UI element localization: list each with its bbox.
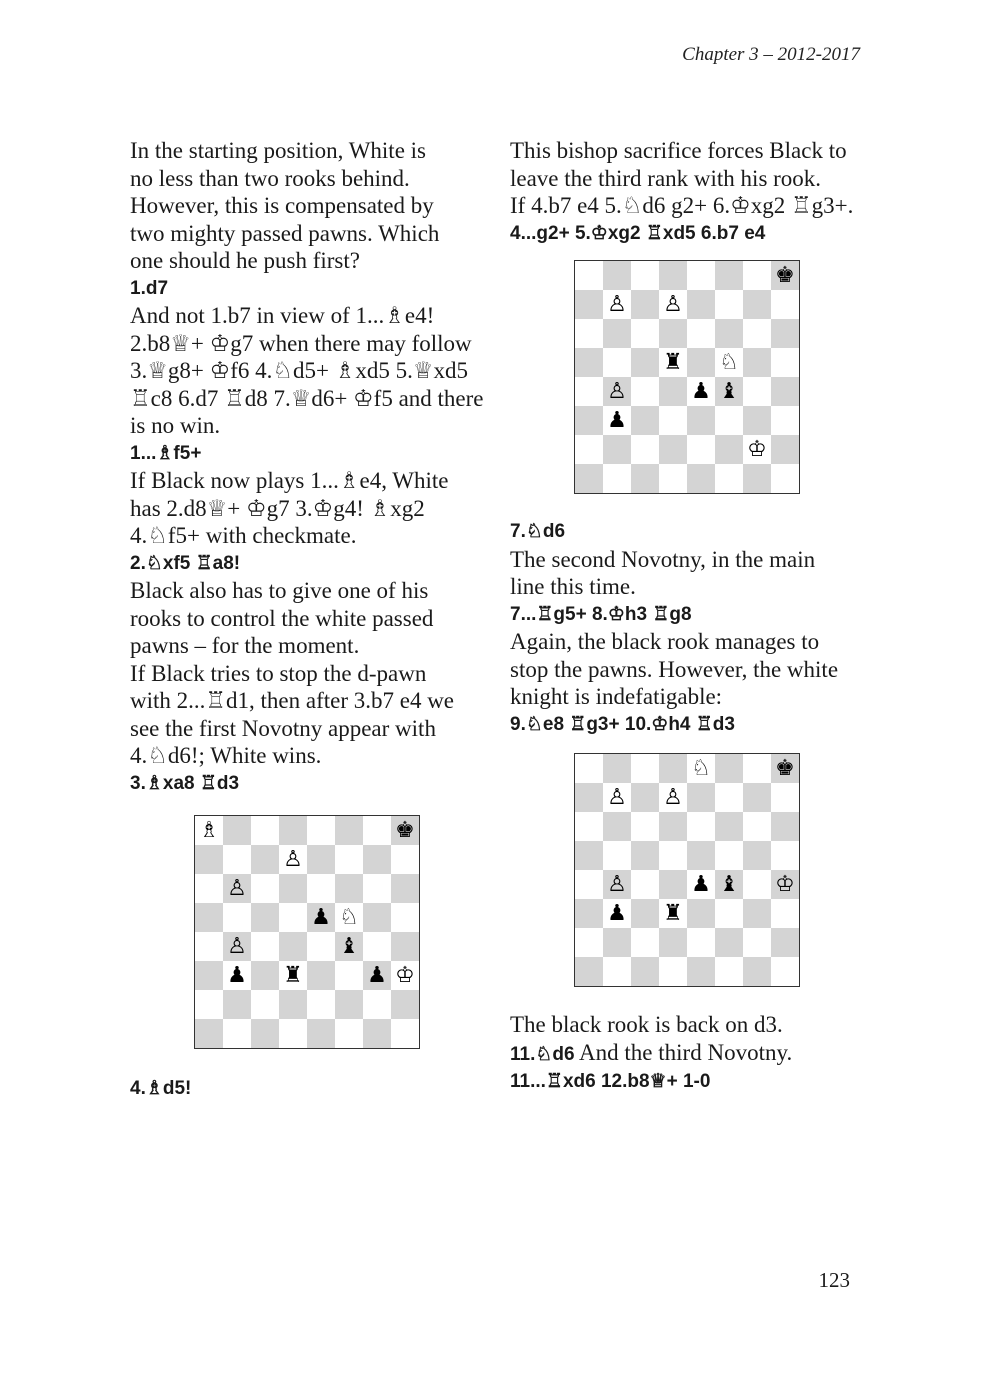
board-square (279, 961, 307, 990)
black-bishop-icon: ♝ (719, 378, 739, 404)
board-square (603, 261, 631, 290)
board-square (223, 903, 251, 932)
board-square (575, 870, 603, 899)
text-line: The black rook is back on d3. (510, 1012, 783, 1037)
move-with-comment (510, 1039, 870, 1069)
board-square (687, 899, 715, 928)
board-square (659, 957, 687, 986)
board-square (715, 870, 743, 899)
white-pawn-icon: ♙ (227, 875, 247, 901)
board-square (771, 812, 799, 841)
board-square (631, 783, 659, 812)
paragraph (130, 577, 490, 770)
board-square (687, 435, 715, 464)
comment-text: And the third Novotny. (574, 1039, 793, 1065)
board-square (195, 845, 223, 874)
board-square (631, 812, 659, 841)
move-line: 11.♘d6 (510, 1043, 575, 1065)
board-square (195, 990, 223, 1019)
white-king-icon: ♔ (747, 436, 767, 462)
chess-diagram-2 (574, 260, 870, 494)
text-line: see the first Novotny appear with (130, 715, 436, 741)
board-square (771, 957, 799, 986)
board-square (631, 377, 659, 406)
paragraph (130, 467, 490, 550)
move-line: 11...♖xd6 12.b8♕+ 1-0 (510, 1071, 711, 1092)
board-square (363, 932, 391, 961)
board-square (687, 812, 715, 841)
text-line: Black also has to give one of his (130, 578, 429, 603)
text-line: 4.♘f5+ with checkmate. (130, 523, 357, 548)
board-square (631, 464, 659, 493)
text-line: one should he push first? (130, 248, 360, 273)
board-square (715, 899, 743, 928)
board-square (715, 812, 743, 841)
board-square (251, 816, 279, 845)
board-square (659, 406, 687, 435)
board-square (659, 899, 687, 928)
board-square (603, 870, 631, 899)
board-square (363, 816, 391, 845)
board-square (391, 903, 419, 932)
board-square (279, 845, 307, 874)
board-square (743, 957, 771, 986)
board-square (279, 1019, 307, 1048)
board-square (687, 319, 715, 348)
board-square (391, 932, 419, 961)
board-square (631, 435, 659, 464)
board-square (687, 928, 715, 957)
text-line: no less than two rooks behind. (130, 165, 410, 191)
board-square (687, 783, 715, 812)
board-square (335, 932, 363, 961)
board-square (743, 435, 771, 464)
board-square (771, 435, 799, 464)
board-square (575, 348, 603, 377)
board-square (575, 899, 603, 928)
board-square (575, 435, 603, 464)
black-bishop-icon: ♝ (719, 871, 739, 897)
board-square (743, 899, 771, 928)
board-square (631, 841, 659, 870)
board-square (307, 990, 335, 1019)
board-square (307, 1019, 335, 1048)
board-square (223, 845, 251, 874)
board-square (575, 406, 603, 435)
board-square (771, 319, 799, 348)
black-pawn-icon: ♟ (607, 407, 627, 433)
board-square (715, 783, 743, 812)
board-square (743, 928, 771, 957)
board-square (771, 406, 799, 435)
board-square (771, 261, 799, 290)
board-square (715, 261, 743, 290)
text-line: stop the pawns. However, the white (510, 656, 839, 682)
board-square (603, 377, 631, 406)
white-pawn-icon: ♙ (227, 933, 247, 959)
board-square (603, 957, 631, 986)
board-square (575, 957, 603, 986)
paragraph (510, 137, 870, 220)
text-line: If Black tries to stop the d-pawn (130, 660, 427, 686)
board-square (659, 464, 687, 493)
board-square (279, 816, 307, 845)
board-square (743, 754, 771, 783)
text-line: And not 1.b7 in view of 1...♗e4! (130, 303, 435, 328)
text-line: However, this is compensated by (130, 193, 434, 218)
board-square (279, 903, 307, 932)
board-square (195, 961, 223, 990)
text-line: has 2.d8♕+ ♔g7 3.♔g4! ♗xg2 (130, 495, 425, 521)
white-king-icon: ♔ (775, 871, 795, 897)
board-square (575, 290, 603, 319)
board-square (631, 319, 659, 348)
board-square (575, 319, 603, 348)
paragraph (510, 628, 870, 711)
right-column (510, 137, 870, 1096)
move-line: 7.♘d6 (510, 521, 566, 542)
text-line: is no win. (130, 413, 221, 438)
board-square (715, 290, 743, 319)
white-pawn-icon: ♙ (607, 291, 627, 317)
board-square (251, 874, 279, 903)
board-square (279, 990, 307, 1019)
board-square (659, 261, 687, 290)
board-square (279, 874, 307, 903)
paragraph (130, 137, 490, 275)
board-square (575, 261, 603, 290)
text-line: leave the third rank with his rook. (510, 165, 822, 191)
board-square (743, 464, 771, 493)
white-pawn-icon: ♙ (663, 784, 683, 810)
board-square (687, 957, 715, 986)
board-square (715, 754, 743, 783)
board-square (687, 870, 715, 899)
board-square (771, 290, 799, 319)
board-square (307, 816, 335, 845)
board-square (687, 754, 715, 783)
move-line: 3.♗xa8 ♖d3 (130, 772, 240, 794)
board-square (631, 928, 659, 957)
black-king-icon: ♚ (395, 817, 415, 843)
board-square (195, 1019, 223, 1048)
board-square (743, 870, 771, 899)
board-square (251, 961, 279, 990)
board-square (603, 754, 631, 783)
board-square (575, 464, 603, 493)
board-square (771, 377, 799, 406)
board-square (363, 874, 391, 903)
board-square (743, 319, 771, 348)
text-line: with 2...♖d1, then after 3.b7 e4 we (130, 688, 455, 713)
black-pawn-icon: ♟ (367, 962, 387, 988)
board-square (603, 841, 631, 870)
move-line: 7...♖g5+ 8.♔h3 ♖g8 (510, 603, 692, 625)
board-square (715, 348, 743, 377)
board-square (603, 783, 631, 812)
board-square (603, 435, 631, 464)
board-square (631, 899, 659, 928)
board-square (715, 406, 743, 435)
board-square (391, 874, 419, 903)
board-square (603, 899, 631, 928)
board-square (771, 754, 799, 783)
board-square (659, 870, 687, 899)
board-square (307, 845, 335, 874)
board-square (223, 1019, 251, 1048)
board-square (575, 841, 603, 870)
board-square (631, 957, 659, 986)
board-square (223, 816, 251, 845)
board-square (771, 899, 799, 928)
board-square (603, 290, 631, 319)
board-square (687, 261, 715, 290)
move-line: 2.♘xf5 ♖a8! (130, 552, 241, 574)
board-square (631, 348, 659, 377)
board-square (687, 406, 715, 435)
board-square (659, 928, 687, 957)
move-line: 1.d7 (130, 277, 169, 299)
running-header: Chapter 3 – 2012-2017 (682, 44, 860, 65)
white-bishop-icon: ♗ (199, 817, 219, 843)
board-square (335, 961, 363, 990)
paragraph (510, 546, 870, 601)
black-rook-icon: ♜ (663, 900, 683, 926)
board-square (195, 816, 223, 845)
board-square (251, 845, 279, 874)
board-square (223, 990, 251, 1019)
board-square (743, 348, 771, 377)
move-line: 4.♗d5! (130, 1078, 192, 1099)
board-square (195, 932, 223, 961)
board-square (715, 957, 743, 986)
white-pawn-icon: ♙ (663, 291, 683, 317)
text-line: The second Novotny, in the main (510, 546, 816, 572)
white-pawn-icon: ♙ (607, 378, 627, 404)
board-square (743, 377, 771, 406)
board-square (335, 816, 363, 845)
text-line: pawns – for the moment. (130, 633, 360, 658)
text-line: rooks to control the white passed (130, 605, 434, 631)
board-square (715, 464, 743, 493)
board-square (659, 812, 687, 841)
board-square (771, 928, 799, 957)
board-square (391, 990, 419, 1019)
text-line: two mighty passed pawns. Which (130, 220, 440, 246)
board-square (335, 903, 363, 932)
board-square (687, 290, 715, 319)
board-square (335, 874, 363, 903)
board-square (363, 903, 391, 932)
board-square (251, 1019, 279, 1048)
board-square (715, 319, 743, 348)
board-square (743, 783, 771, 812)
board-square (771, 348, 799, 377)
move-line: 4...g2+ 5.♔xg2 ♖xd5 6.b7 e4 (510, 222, 766, 244)
board-square (631, 754, 659, 783)
board-square (659, 435, 687, 464)
board-square (715, 928, 743, 957)
text-line: This bishop sacrifice forces Black to (510, 138, 847, 163)
white-knight-icon: ♘ (719, 349, 739, 375)
white-pawn-icon: ♙ (283, 846, 303, 872)
text-line: ♖c8 6.d7 ♖d8 7.♕d6+ ♔f5 and there (130, 385, 484, 411)
text-line: 3.♕g8+ ♔f6 4.♘d5+ ♗xd5 5.♕xd5 (130, 358, 468, 383)
board-square (279, 932, 307, 961)
board-square (715, 435, 743, 464)
black-pawn-icon: ♟ (691, 378, 711, 404)
black-pawn-icon: ♟ (227, 962, 247, 988)
board-square (687, 841, 715, 870)
board-square (195, 903, 223, 932)
black-pawn-icon: ♟ (607, 900, 627, 926)
board-square (223, 874, 251, 903)
page-number: 123 (818, 1268, 850, 1292)
board-square (743, 261, 771, 290)
text-line: knight is indefatigable: (510, 684, 723, 709)
text-line: line this time. (510, 574, 636, 599)
chess-diagram-3 (574, 753, 870, 987)
board-square (603, 812, 631, 841)
black-king-icon: ♚ (775, 755, 795, 781)
board-square (659, 783, 687, 812)
board-square (223, 961, 251, 990)
text-line: If Black now plays 1...♗e4, White (130, 468, 449, 493)
text-line: 4.♘d6!; White wins. (130, 743, 322, 768)
board-square (363, 961, 391, 990)
board-square (251, 990, 279, 1019)
board-square (575, 754, 603, 783)
board-square (575, 928, 603, 957)
board-square (743, 406, 771, 435)
board-square (603, 464, 631, 493)
white-pawn-icon: ♙ (607, 784, 627, 810)
black-bishop-icon: ♝ (339, 933, 359, 959)
board-square (307, 874, 335, 903)
board-square (363, 845, 391, 874)
board-square (223, 932, 251, 961)
chess-diagram-1 (194, 815, 490, 1049)
text-line: In the starting position, White is (130, 138, 426, 163)
board-square (307, 961, 335, 990)
board-square (771, 841, 799, 870)
black-pawn-icon: ♟ (691, 871, 711, 897)
board-square (603, 406, 631, 435)
board-square (335, 1019, 363, 1048)
white-king-icon: ♔ (395, 962, 415, 988)
black-pawn-icon: ♟ (311, 904, 331, 930)
board-square (251, 932, 279, 961)
board-square (335, 845, 363, 874)
board-square (363, 1019, 391, 1048)
board-square (659, 841, 687, 870)
text-line: Again, the black rook manages to (510, 629, 820, 654)
board-square (715, 841, 743, 870)
board-square (363, 990, 391, 1019)
text-line: If 4.b7 e4 5.♘d6 g2+ 6.♔xg2 ♖g3+. (510, 193, 854, 218)
board-square (631, 290, 659, 319)
text-line: 2.b8♕+ ♔g7 when there may follow (130, 330, 472, 356)
board-square (603, 928, 631, 957)
board-square (771, 870, 799, 899)
board-square (687, 464, 715, 493)
board-square (659, 754, 687, 783)
white-knight-icon: ♘ (339, 904, 359, 930)
board-square (743, 290, 771, 319)
white-knight-icon: ♘ (691, 755, 711, 781)
board-square (391, 816, 419, 845)
board-square (307, 932, 335, 961)
board-square (771, 464, 799, 493)
board-square (391, 845, 419, 874)
white-pawn-icon: ♙ (607, 871, 627, 897)
black-rook-icon: ♜ (283, 962, 303, 988)
board-square (659, 290, 687, 319)
board-square (195, 874, 223, 903)
board-square (659, 319, 687, 348)
board-square (603, 319, 631, 348)
board-square (575, 812, 603, 841)
board-square (631, 870, 659, 899)
move-line: 9.♘e8 ♖g3+ 10.♔h4 ♖d3 (510, 713, 735, 735)
board-square (687, 348, 715, 377)
board-square (659, 348, 687, 377)
board-square (743, 841, 771, 870)
board-square (603, 348, 631, 377)
board-square (391, 1019, 419, 1048)
board-square (307, 903, 335, 932)
board-square (335, 990, 363, 1019)
board-square (251, 903, 279, 932)
board-square (659, 377, 687, 406)
board-square (687, 377, 715, 406)
board-square (575, 377, 603, 406)
move-line: 1...♗f5+ (130, 442, 202, 464)
left-column (130, 137, 490, 1103)
board-square (743, 812, 771, 841)
board-square (771, 783, 799, 812)
board-square (631, 261, 659, 290)
black-king-icon: ♚ (775, 262, 795, 288)
board-square (631, 406, 659, 435)
board-square (391, 961, 419, 990)
board-square (715, 377, 743, 406)
black-rook-icon: ♜ (663, 349, 683, 375)
board-square (575, 783, 603, 812)
paragraph (130, 302, 490, 440)
